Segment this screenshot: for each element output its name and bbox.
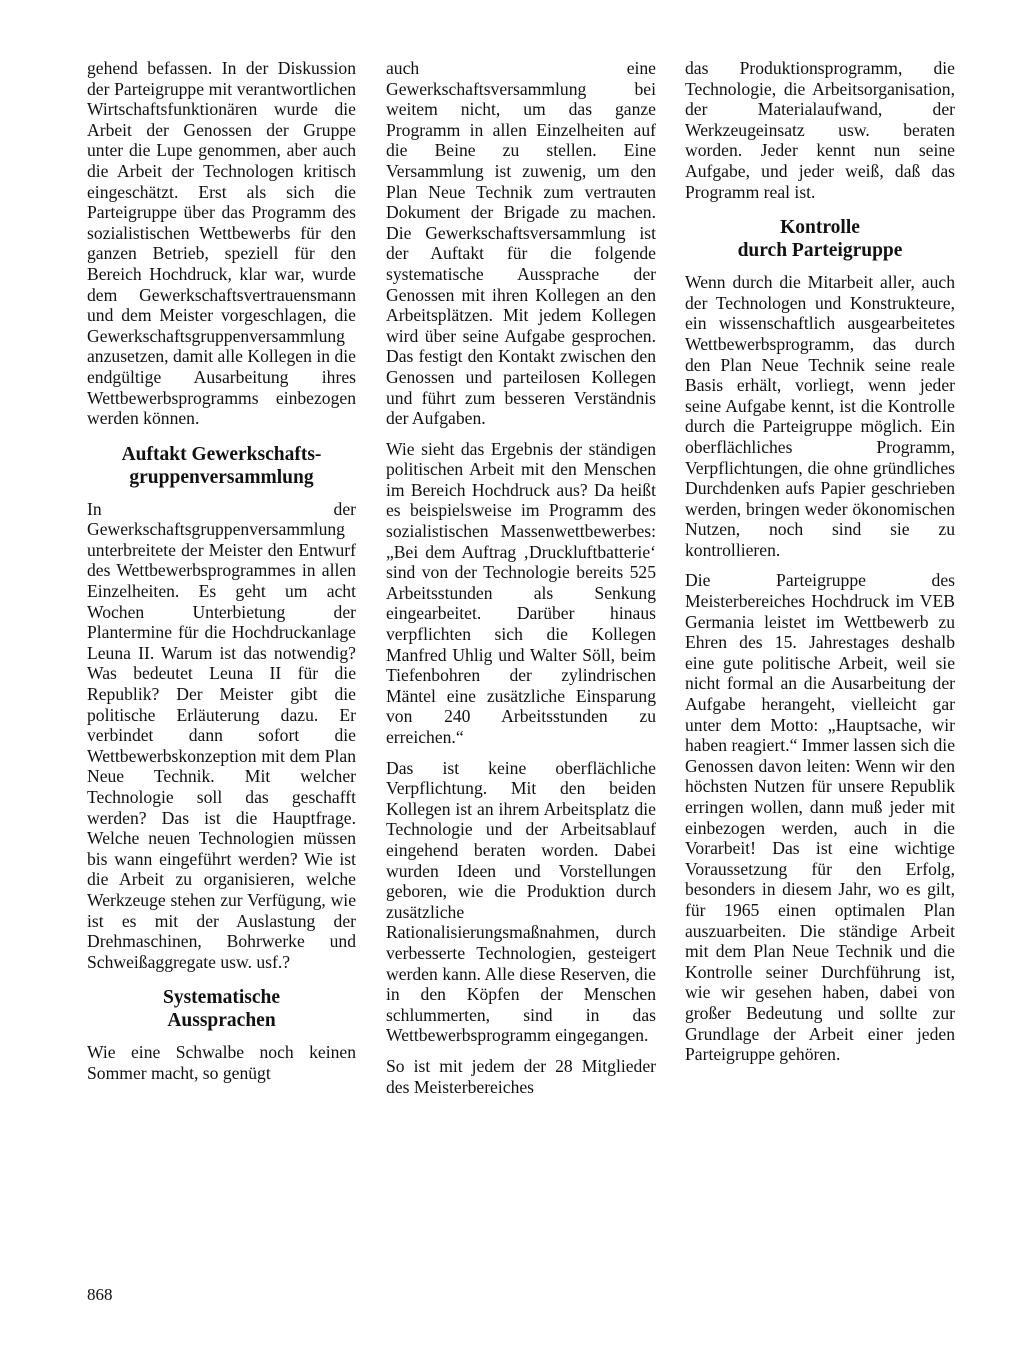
paragraph: das Produktionsprogramm, die Technologie, die Arbeitsorganisation, der Materialaufwand, der Werkzeugeinsatz usw. beraten worden. Jeder kennt nun seine Aufgabe, und jeder weiß, daß das Programm real ist. bbox=[685, 58, 955, 202]
text-column-2 bbox=[386, 58, 656, 1107]
paragraph: gehend befassen. In der Diskussion der Parteigruppe mit verantwortlichen Wirtschaftsfunktionären wurde die Arbeit der Genossen der Gruppe unter die Lupe genommen, aber auch die Arbeit der Technologen kritisch eingeschätzt. Erst als sich die Parteigruppe über das Programm des sozialistischen Wettbewerbs für den ganzen Betrieb, speziell für den Bereich Hochdruck, klar war, wurde dem Gewerkschaftsvertrauensmann und dem Meister vorgeschlagen, die Gewerkschaftsgruppenversammlung anzusetzen, damit alle Kollegen in die endgültige Ausarbeitung ihres Wettbewerbsprogramms einbezogen werden können. bbox=[87, 58, 356, 429]
section-heading bbox=[87, 986, 356, 1032]
page-number: 868 bbox=[87, 1285, 113, 1304]
paragraph: auch eine Gewerkschaftsversammlung bei weitem nicht, um das ganze Programm in allen Einzelheiten auf die Beine zu stellen. Eine Versammlung ist zuwenig, um den Plan Neue Technik zum vertrauten Dokument der Brigade zu machen. Die Gewerkschaftsversammlung ist der Auftakt für die folgende systematische Aussprache der Genossen mit ihren Kollegen an den Arbeitsplätzen. Mit jedem Kollegen wird über seine Aufgabe gesprochen. Das festigt den Kontakt zwischen den Genossen und parteilosen Kollegen und führt zum besseren Verständnis der Aufgaben. bbox=[386, 58, 656, 429]
text-column-3 bbox=[685, 58, 955, 1075]
paragraph: So ist mit jedem der 28 Mitglieder des Meisterbereiches bbox=[386, 1055, 656, 1097]
heading-line: Kontrolle bbox=[780, 217, 860, 239]
paragraph: Das ist keine oberflächliche Verpflichtung. Mit den beiden Kollegen ist an ihrem Arbeitsplatz die Technologie und der Arbeitsablauf eingehend beraten worden. Dabei wurden Ideen und Vorstellungen geboren, wie die Produktion durch zusätzliche Rationalisierungsmaßnahmen, durch verbesserte Technologien, gesteigert werden kann. Alle diese Reserven, die in den Köpfen der Menschen schlummerten, sind in das Wettbewerbsprogramm eingegangen. bbox=[386, 757, 656, 1046]
heading-line: Systematische bbox=[163, 987, 280, 1009]
text-column-1 bbox=[87, 58, 356, 1094]
paragraph: Wenn durch die Mitarbeit aller, auch der Technologen und Konstrukteure, ein wissenschaftlich ausgearbeitetes Wettbewerbsprogramm, das durch den Plan Neue Technik seine reale Basis erhält, vorliegt, wenn jeder seine Aufgabe kennt, ist die Kontrolle durch die Parteigruppe möglich. Ein oberflächliches Programm, Verpflichtungen, die ohne gründliches Durchdenken aufs Papier geschrieben werden, bringen weder ökonomischen Nutzen, noch sind sie zu kontrollieren. bbox=[685, 272, 955, 560]
heading-line: durch Parteigruppe bbox=[737, 240, 903, 262]
paragraph: In der Gewerkschaftsgruppenversammlung unterbreitete der Meister den Entwurf des Wettbewerbsprogrammes in allen Einzelheiten. Es geht um acht Wochen Unterbietung der Plantermine für die Hochdruckanlage Leuna II. Warum ist das notwendig? Was bedeutet Leuna II für die Republik? Der Meister gibt die politische Erläuterung dazu. Er verbindet dann sofort die Wettbewerbskonzeption mit dem Plan Neue Technik. Mit welcher Technologie soll das geschafft werden? Das ist die Hauptfrage. Welche neuen Technologien müssen bis wann eingeführt werden? Wie ist die Arbeit zu organisieren, welche Werkzeuge stehen zur Verfügung, wie ist es mit der Auslastung der Drehmaschinen, Bohrwerke und Schweißaggregate usw. usf.? bbox=[87, 498, 356, 972]
heading-line: Aussprachen bbox=[167, 1010, 276, 1032]
paragraph: Wie eine Schwalbe noch keinen Sommer macht, so genügt bbox=[87, 1042, 356, 1083]
heading-line: gruppenversammlung bbox=[129, 466, 314, 488]
paragraph: Die Parteigruppe des Meisterbereiches Hochdruck im VEB Germania leistet im Wettbewerb zu Ehren des 15. Jahrestages deshalb eine gute politische Arbeit, weil sie nicht formal an die Ausarbeitung der Aufgabe herangeht, vielleicht gar unter dem Motto: „Hauptsache, wir haben reagiert.“ Immer lassen sich die Genossen davon leiten: Wenn wir den höchsten Nutzen für unsere Republik erringen wollen, dann muß jeder mit einbezogen werden, auch in die Vorarbeit! Das ist eine wichtige Voraussetzung für den Erfolg, besonders in diesem Jahr, wo es gilt, für 1965 einen optimalen Plan auszuarbeiten. Die ständige Arbeit mit dem Plan Neue Technik und die Kontrolle seiner Durchführung ist, wie wir gesehen haben, dabei von großer Bedeutung und sollte zur Grundlage der Arbeit einer jeden Parteigruppe gehören. bbox=[685, 570, 955, 1065]
paragraph: Wie sieht das Ergebnis der ständigen politischen Arbeit mit den Menschen im Bereich Hochdruck aus? Da heißt es beispielsweise im Programm des sozialistischen Massenwettbewerbes: „Bei dem Auftrag ‚Druckluftbatterie‘ sind von der Technologie bereits 525 Arbeitsstunden als Senkung eingearbeitet. Darüber hinaus verpflichten sich die Kollegen Manfred Uhlig und Walter Söll, beim Tiefenbohren der zylindrischen Mäntel eine zusätzliche Einsparung von 240 Arbeitsstunden zu erreichen.“ bbox=[386, 438, 656, 747]
section-heading bbox=[685, 216, 955, 262]
heading-line: Auftakt Gewerkschafts- bbox=[121, 443, 322, 465]
section-heading bbox=[87, 443, 356, 489]
